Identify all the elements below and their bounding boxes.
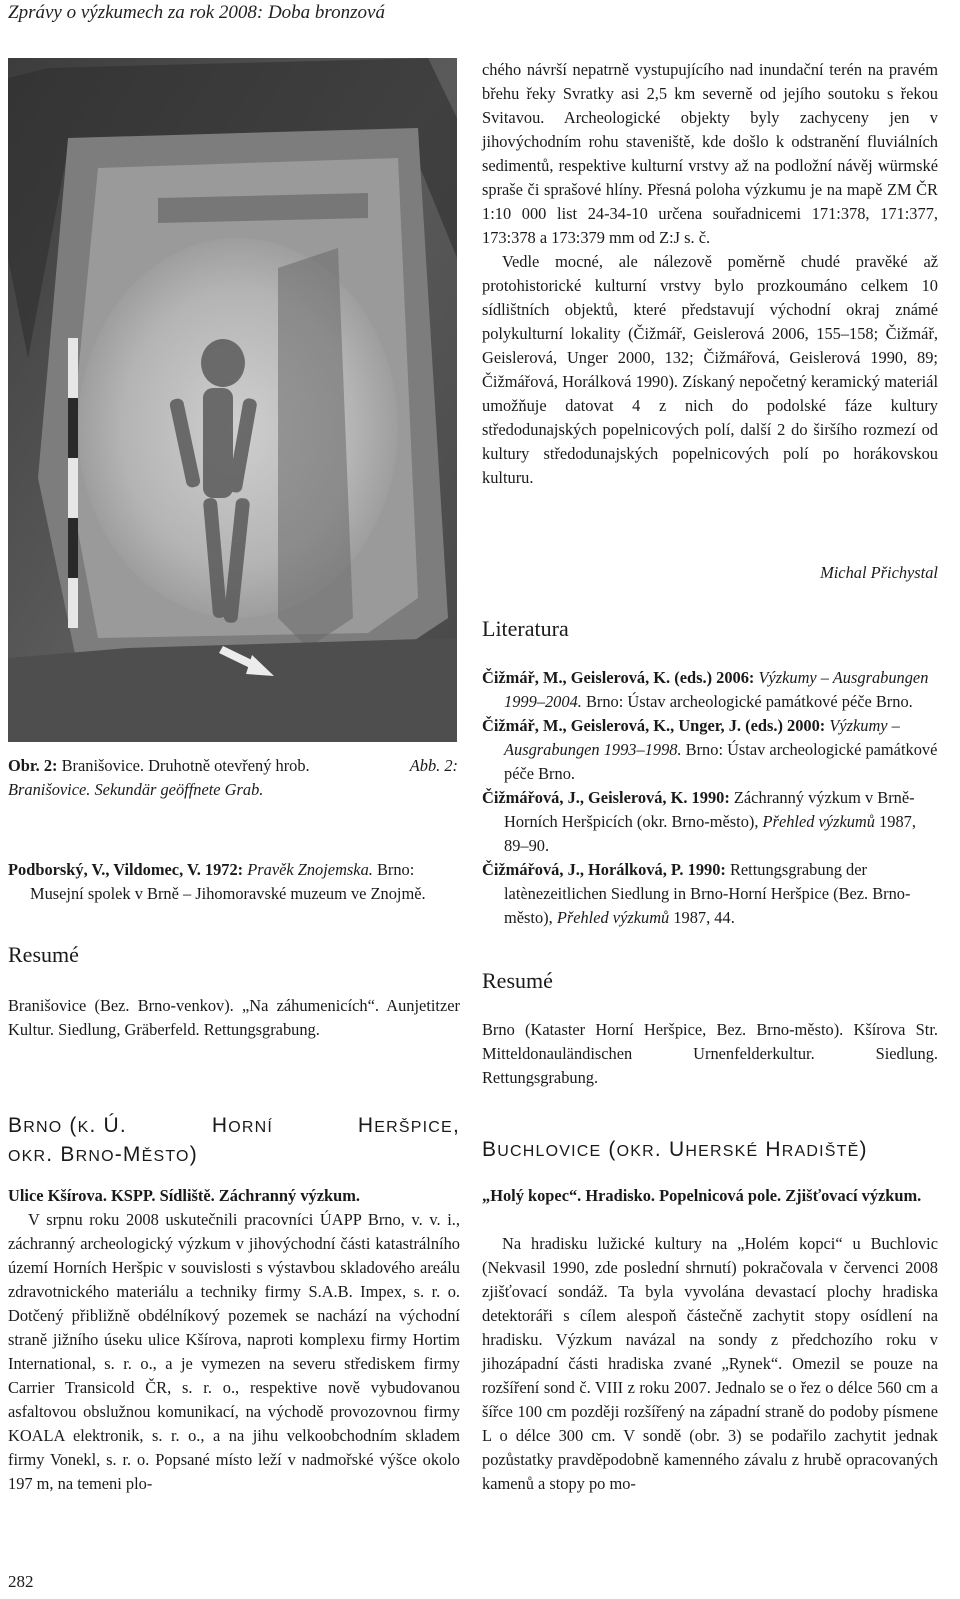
ref-rest: Brno: Musejní spolek v Brně – Jihomoravské muzeum ve Znojmě. <box>30 860 426 903</box>
left-resume-text: Branišovice (Bez. Brno-venkov). „Na záhumenicích“. Aunjetitzer Kultur. Siedlung, Gräberfeld. Rettungsgrabung. <box>8 996 460 1039</box>
reference-1: Čižmář, M., Geislerová, K. (eds.) 2006: Výzkumy – Ausgrabungen 1999–2004. Brno: Ústav archeologické památkové péče Brno. <box>482 668 929 711</box>
grave-photo-illustration <box>8 58 457 742</box>
brno-subtitle: Ulice Kšírova. KSPP. Sídliště. Záchranný výzkum. <box>8 1186 360 1205</box>
caption-de-label: Abb. 2: <box>409 756 458 775</box>
brno-body-text: V srpnu roku 2008 uskutečnili pracovníci ÚAPP Brno, v. v. i., záchranný archeologický výzkum v jihovýchodní části katastrálního území Horních Heršpic v souvislosti s výstavbou skladového areálu zdravotnického materiálu a techniky firmy S.A.B. Impex, s. r. o. Dotčený přibližně obdélníkový pozemek se nachází na východní straně jižního úseku ulice Kšírova, naproti komplexu firmy Hortim International, s. r. o., a je vymezen na severu střediskem firmy Carrier Transicold ČR, s. r. o., respektive nově vybudovanou asfaltovou obslužnou komunikací, na východě provozovnou firmy KOALA elektronik, s. r. o., a na jihu velkoobchodním skladem firmy Vonekl, s. r. o. Popsané místo leží v nadmořské výšce okolo 197 m, na temeni plo- <box>8 1210 460 1493</box>
grave-photo <box>8 58 457 742</box>
right-para-2: Vedle mocné, ale nálezově poměrně chudé pravěké až protohistorické kulturní vrstvy bylo prozkoumáno celkem 10 sídlištních objektů, které představují východní okraj známé polykulturní lokality (Čižmář, Geislerová 2006, 155–158; Čižmář, Geislerová, Unger 2000, 132; Čižmářová, Geislerová 1990, 89; Čižmářová, Horálková 1990). Získaný nepočetný keramický materiál umožňuje datovat 4 z nich do podolské fáze kultury středodunajských popelnicových polí, další 2 do širšího rozmezí od kultury středodunajských popelnicových polí po horákovskou kulturu. <box>482 252 938 487</box>
reference-3: Čižmářová, J., Geislerová, K. 1990: Záchranný výzkum v Brně-Horních Heršpicích (okr. Brno-město), Přehled výzkumů 1987, 89–90. <box>482 788 916 855</box>
reference-4: Čižmářová, J., Horálková, P. 1990: Rettungsgrabung der latènezeitlichen Siedlung in Brno-Horní Heršpice (Bez. Brno-město), Přehled výzkumů 1987, 44. <box>482 860 911 927</box>
right-para-1: chého návrší nepatrně vystupujícího nad inundační terén na pravém břehu řeky Svratky asi 2,5 km severně od jejího soutoku s řekou Svitavou. Archeologické objekty byly zachyceny jen v jihovýchodním rohu staveniště, kde došlo k odstranění fluviálních sedimentů, respektive kulturní vrstvy až na podložní návěj würmské spraše či sprašové hlíny. Přesná poloha výzkumu je na mapě ZM ČR 1:10 000 list 24-34-10 určena souřadnicemi 171:378, 171:377, 173:378 a 173:379 mm od Z:J s. č. <box>482 60 938 247</box>
caption-cz-text: Branišovice. Druhotně otevřený hrob. <box>57 756 310 775</box>
left-resume-heading: Resumé <box>8 942 79 967</box>
literature-heading: Literatura <box>482 616 569 641</box>
caption-cz-label: Obr. 2: <box>8 756 58 775</box>
running-head: Zprávy o výzkumech za rok 2008: Doba bronzová <box>8 2 385 23</box>
right-resume-text: Brno (Kataster Horní Heršpice, Bez. Brno-město). Kšírova Str. Mitteldonauländischen Urnenfelderkultur. Siedlung. Rettungsgrabung. <box>482 1020 938 1087</box>
page-number: 282 <box>8 1572 34 1591</box>
right-resume-heading: Resumé <box>482 968 553 993</box>
buchlovice-subtitle: „Holý kopec“. Hradisko. Popelnicová pole. Zjišťovací výzkum. <box>482 1186 922 1205</box>
brno-site-heading: BRNO (K. Ú. HORNÍ HERŠPICE, OKR. BRNO-MĚSTO) <box>8 1114 460 1166</box>
reference-2: Čižmář, M., Geislerová, K., Unger, J. (eds.) 2000: Výzkumy – Ausgrabungen 1993–1998. Brno: Ústav archeologické památkové péče Brno. <box>482 716 938 783</box>
buchlovice-body-text: Na hradisku lužické kultury na „Holém kopci“ u Buchlovic (Nekvasil 1990, zde poslední shrnutí) pokračovala v červenci 2008 zjišťovací sondáž. Ta byla vyvolána devastací plochy hradiska detektoráři s cílem alespoň částečně zachytit stopy osídlení na hradisku. Výzkum navázal na sondy z předchozího roku v jihozápadní části hradiska zvané „Rynek“. Omezil se pouze na rozšíření sond č. VIII z roku 2007. Jednalo se o řez o délce 560 cm a šířce 100 cm později rozšířený na západní straně do podoby písmene L o délce 300 cm. V sondě (obr. 3) se podařilo zachytit jednak pozůstatky pravděpodobně kamenného závalu z hrubě opracovaných kamenů a stopy po mo- <box>482 1234 938 1493</box>
author-signature: Michal Přichystal <box>820 563 938 582</box>
left-reference-podborsky <box>8 858 458 906</box>
literature-list <box>482 666 938 930</box>
right-column-body <box>482 58 938 490</box>
buchlovice-site-heading: BUCHLOVICE (OKR. UHERSKÉ HRADIŠTĚ) <box>482 1138 868 1161</box>
ref-authors: Podborský, V., Vildomec, V. 1972: <box>8 860 244 879</box>
ref-title: Pravěk Znojemska. <box>247 860 373 879</box>
caption-de-text: Branišovice. Sekundär geöffnete Grab. <box>8 780 264 799</box>
figure-caption <box>8 754 458 802</box>
